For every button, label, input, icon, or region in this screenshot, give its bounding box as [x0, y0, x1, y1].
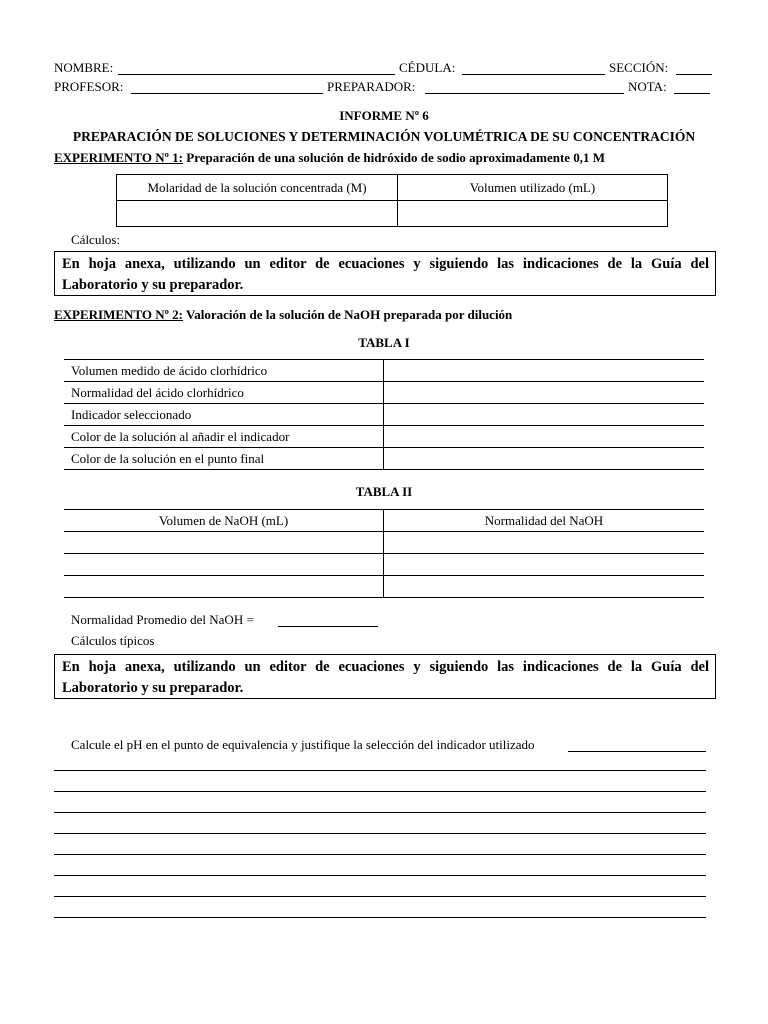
tabla-1: [64, 359, 704, 470]
preparador-field-line[interactable]: [425, 93, 624, 94]
answer-line[interactable]: [54, 896, 706, 897]
tabla-1-row-value[interactable]: [384, 404, 705, 426]
tabla-1-row-value[interactable]: [384, 382, 705, 404]
table-row: [117, 175, 668, 201]
answer-line[interactable]: [54, 791, 706, 792]
nota-field-line[interactable]: [674, 93, 710, 94]
tabla-1-title: TABLA I: [358, 335, 410, 350]
tabla-1-row-label: Volumen medido de ácido clorhídrico: [64, 360, 384, 382]
answer-line[interactable]: [54, 812, 706, 813]
tabla-2-header-normalidad: Normalidad del NaOH: [384, 510, 705, 532]
tabla-2: [64, 509, 704, 598]
experiment-2-label: EXPERIMENTO Nº 2:: [54, 307, 184, 322]
experiment-2-text: Valoración de la solución de NaOH preparada por dilución: [183, 307, 513, 322]
table-row: [64, 448, 704, 470]
answer-line[interactable]: [568, 751, 706, 752]
report-title: INFORME Nº 6: [339, 108, 429, 123]
seccion-label: SECCIÓN:: [609, 60, 669, 75]
table-row: [64, 554, 704, 576]
preparador-label: PREPARADOR:: [327, 79, 416, 94]
nombre-label: NOMBRE:: [54, 60, 114, 75]
table-header-volumen: Volumen utilizado (mL): [398, 175, 668, 201]
experiment-1-heading: [54, 150, 605, 166]
answer-line[interactable]: [54, 875, 706, 876]
answer-line[interactable]: [54, 770, 706, 771]
table-row: [64, 576, 704, 598]
tabla-2-cell[interactable]: [64, 576, 384, 598]
answer-line[interactable]: [54, 833, 706, 834]
table-row: [64, 382, 704, 404]
profesor-field-line[interactable]: [131, 93, 323, 94]
tabla-1-row-label: Color de la solución al añadir el indicador: [64, 426, 384, 448]
table-row: [64, 510, 704, 532]
tabla-1-row-value[interactable]: [384, 448, 705, 470]
tabla-2-cell[interactable]: [384, 554, 705, 576]
tabla-1-row-label: Color de la solución en el punto final: [64, 448, 384, 470]
report-subtitle: PREPARACIÓN DE SOLUCIONES Y DETERMINACIÓN VOLUMÉTRICA DE SU CONCENTRACIÓN: [72, 129, 696, 144]
calculos-tipicos-label: Cálculos típicos: [71, 633, 155, 648]
nota-label: NOTA:: [628, 79, 667, 94]
table-cell-volumen-value[interactable]: [398, 201, 668, 227]
normalidad-promedio-label: Normalidad Promedio del NaOH =: [71, 612, 254, 627]
tabla-2-cell[interactable]: [64, 532, 384, 554]
calculos-note-box: En hoja anexa, utilizando un editor de ecuaciones y siguiendo las indicaciones de la Guía del Laboratorio y su preparador.: [54, 251, 716, 296]
tabla-1-row-label: Indicador seleccionado: [64, 404, 384, 426]
table-header-molaridad: Molaridad de la solución concentrada (M): [117, 175, 398, 201]
cedula-label: CÉDULA:: [399, 60, 456, 75]
tabla-1-row-value[interactable]: [384, 360, 705, 382]
cedula-field-line[interactable]: [462, 74, 605, 75]
answer-line[interactable]: [54, 854, 706, 855]
calculos-label: Cálculos:: [71, 232, 121, 247]
seccion-field-line[interactable]: [676, 74, 712, 75]
tabla-2-cell[interactable]: [384, 576, 705, 598]
profesor-label: PROFESOR:: [54, 79, 124, 94]
tabla-2-cell[interactable]: [384, 532, 705, 554]
experiment-1-text: Preparación de una solución de hidróxido de sodio aproximadamente 0,1 M: [183, 150, 606, 165]
tabla-2-cell[interactable]: [64, 554, 384, 576]
ph-question: Calcule el pH en el punto de equivalencia y justifique la selección del indicador utilizado: [71, 737, 535, 752]
nombre-field-line[interactable]: [118, 74, 395, 75]
tabla-2-header-volumen: Volumen de NaOH (mL): [64, 510, 384, 532]
table-row: [64, 532, 704, 554]
table-row: [117, 201, 668, 227]
table-row: [64, 360, 704, 382]
table-row: [64, 404, 704, 426]
experiment-1-table: [116, 174, 668, 227]
experiment-1-label: EXPERIMENTO Nº 1:: [54, 150, 184, 165]
answer-line[interactable]: [54, 917, 706, 918]
table-cell-molaridad-value[interactable]: [117, 201, 398, 227]
tabla-1-row-label: Normalidad del ácido clorhídrico: [64, 382, 384, 404]
tabla-2-title: TABLA II: [355, 484, 413, 499]
normalidad-promedio-field-line[interactable]: [278, 626, 378, 627]
tabla-1-row-value[interactable]: [384, 426, 705, 448]
experiment-2-heading: [54, 307, 512, 323]
calculos-tipicos-note-box: En hoja anexa, utilizando un editor de ecuaciones y siguiendo las indicaciones de la Guía del Laboratorio y su preparador.: [54, 654, 716, 699]
table-row: [64, 426, 704, 448]
